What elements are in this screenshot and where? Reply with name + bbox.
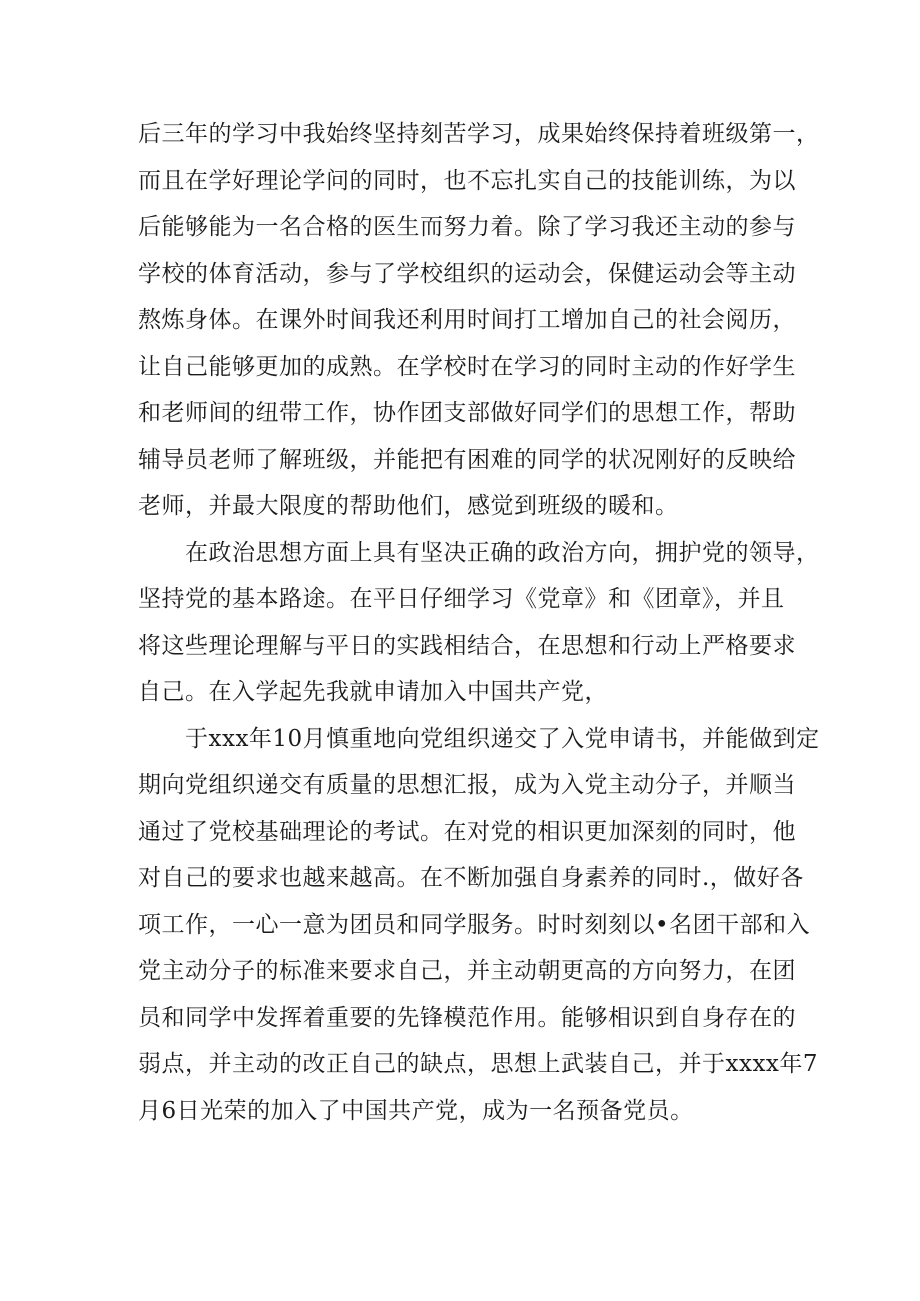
- paragraph-3-line-9: 月6日光荣的加入了中国共产党，成为一名预备党员。: [138, 1097, 694, 1124]
- paragraph-3-line-1: 于xxx年10月慎重地向党组织递交了入党申请书，并能做到定: [185, 725, 820, 752]
- paragraph-2-line-4: 自己。在入学起先我就申请加入中国共产党，: [138, 679, 608, 705]
- paragraph-3-line-4: 对自己的要求也越来越高。在不断加强自身素养的同时.，做好各: [138, 865, 804, 891]
- paragraph-2-line-3: 将这些理论理解与平日的实践相结合，在思想和行动上严格要求: [138, 632, 796, 659]
- paragraph-3-line-6: 党主动分子的标准来要求自己，并主动朝更高的方向努力，在团: [138, 958, 796, 984]
- paragraph-2-line-1: 在政治思想方面上具有坚决正确的政治方向，拥护党的领导，: [185, 539, 820, 566]
- paragraph-3-line-2: 期向党组织递交有质量的思想汇报，成为入党主动分子，并顺当: [138, 772, 796, 798]
- paragraph-1-line-4: 学校的体育活动，参与了学校组织的运动会，保健运动会等主动: [138, 260, 796, 287]
- paragraph-3-line-3: 通过了党校基础理论的考试。在对党的相识更加深刻的同时，他: [138, 818, 796, 845]
- paragraph-1-line-7: 和老师间的纽带工作，协作团支部做好同学们的思想工作，帮助: [138, 400, 796, 426]
- paragraph-3-line-8: 弱点，并主动的改正自己的缺点，思想上武装自己，并于xxxx年7: [138, 1051, 819, 1077]
- paragraph-1-line-2: 而且在学好理论学问的同时，也不忘扎实自己的技能训练，为以: [138, 167, 796, 194]
- document-body: [138, 111, 820, 1134]
- paragraph-3-line-7: 员和同学中发挥着重要的先锋模范作用。能够相识到自身存在的: [138, 1004, 796, 1031]
- paragraph-1-line-1: 后三年的学习中我始终坚持刻苦学习，成果始终保持着班级第一，: [138, 121, 820, 147]
- paragraph-1-line-5: 熬炼身体。在课外时间我还利用时间打工增加自己的社会阅历，: [138, 307, 796, 333]
- paragraph-1-line-9: 老师，并最大限度的帮助他们，感觉到班级的暖和。: [138, 493, 679, 519]
- paragraph-3-line-5: 项工作，一心一意为团员和同学服务。时时刻刻以•名团干部和入: [138, 911, 811, 938]
- paragraph-1-line-3: 后能够能为一名合格的医生而努力着。除了学习我还主动的参与: [138, 214, 796, 240]
- paragraph-2-line-2: 坚持党的基本路途。在平日仔细学习《党章》和《团章》，并且: [138, 586, 785, 612]
- paragraph-1-line-6: 让自己能够更加的成熟。在学校时在学习的同时主动的作好学生: [138, 353, 796, 380]
- paragraph-1-line-8: 辅导员老师了解班级，并能把有困难的同学的状况刚好的反映给: [138, 446, 796, 473]
